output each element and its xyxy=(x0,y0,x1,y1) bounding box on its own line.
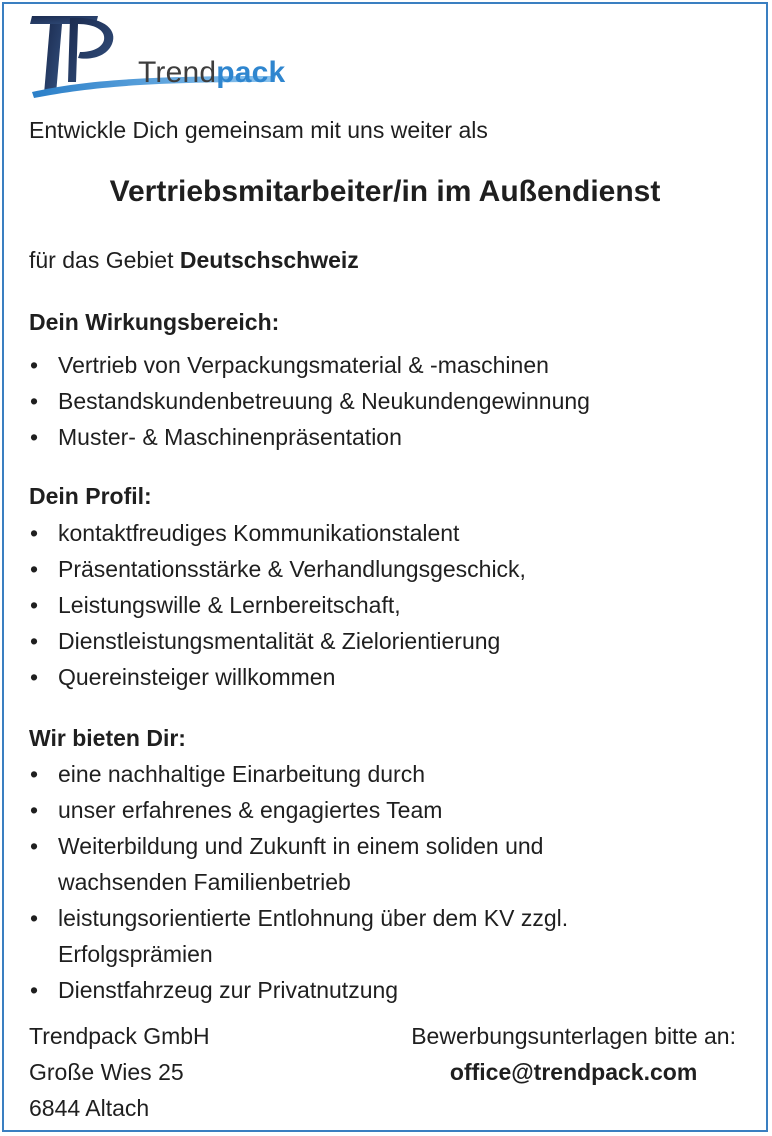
list-item-line: wachsenden Familienbetrieb xyxy=(58,869,351,895)
intro-text: Entwickle Dich gemeinsam mit uns weiter als xyxy=(29,117,488,143)
list-item: • Dienstleistungsmentalität & Zielorientierung xyxy=(29,623,526,659)
logo-wordmark xyxy=(138,56,285,90)
list-item-line: Erfolgsprämien xyxy=(58,941,213,967)
logo-word-pack: pack xyxy=(216,56,286,89)
list-wirkung xyxy=(29,347,590,455)
region-prefix: für das Gebiet xyxy=(29,247,180,273)
contact-label: Bewerbungsunterlagen bitte an: xyxy=(411,1023,736,1049)
region-line xyxy=(29,242,359,278)
list-item: • eine nachhaltige Einarbeitung durch xyxy=(29,756,568,792)
list-item: • Vertrieb von Verpackungsmaterial & -maschinen xyxy=(29,347,590,383)
list-item: • Muster- & Maschinenpräsentation xyxy=(29,419,590,455)
list-item: • Quereinsteiger willkommen xyxy=(29,659,526,695)
section-heading-profil: Dein Profil: xyxy=(29,483,152,509)
list-bieten xyxy=(29,756,568,1008)
contact-email-link[interactable]: office@trendpack.com xyxy=(449,1059,698,1085)
list-item: • Leistungswille & Lernbereitschaft, xyxy=(29,587,526,623)
list-item: • Präsentationsstärke & Verhandlungsgeschick, xyxy=(29,551,526,587)
list-profil xyxy=(29,515,526,695)
list-item: • Dienstfahrzeug zur Privatnutzung xyxy=(29,972,568,1008)
trendpack-logo xyxy=(26,10,286,100)
company-city: 6844 Altach xyxy=(29,1095,150,1121)
section-heading-wirkung: Dein Wirkungsbereich: xyxy=(29,309,280,335)
logo-word-trend: Trend xyxy=(138,56,217,89)
company-name: Trendpack GmbH xyxy=(29,1023,210,1049)
list-item-line: Weiterbildung und Zukunft in einem soliden und xyxy=(58,833,544,859)
company-street: Große Wies 25 xyxy=(29,1059,184,1085)
list-item: • kontaktfreudiges Kommunikationstalent xyxy=(29,515,526,551)
company-address xyxy=(29,1018,210,1126)
list-item-line: leistungsorientierte Entlohnung über dem KV zzgl. xyxy=(58,905,569,931)
list-item xyxy=(29,828,568,900)
list-item: • Bestandskundenbetreuung & Neukundengewinnung xyxy=(29,383,590,419)
section-heading-bieten: Wir bieten Dir: xyxy=(29,725,186,751)
contact-block xyxy=(411,1018,736,1090)
region-name: Deutschschweiz xyxy=(179,247,359,273)
list-item: • unser erfahrenes & engagiertes Team xyxy=(29,792,568,828)
list-item xyxy=(29,900,568,972)
job-title: Vertriebsmitarbeiter/in im Außendienst xyxy=(109,175,661,208)
